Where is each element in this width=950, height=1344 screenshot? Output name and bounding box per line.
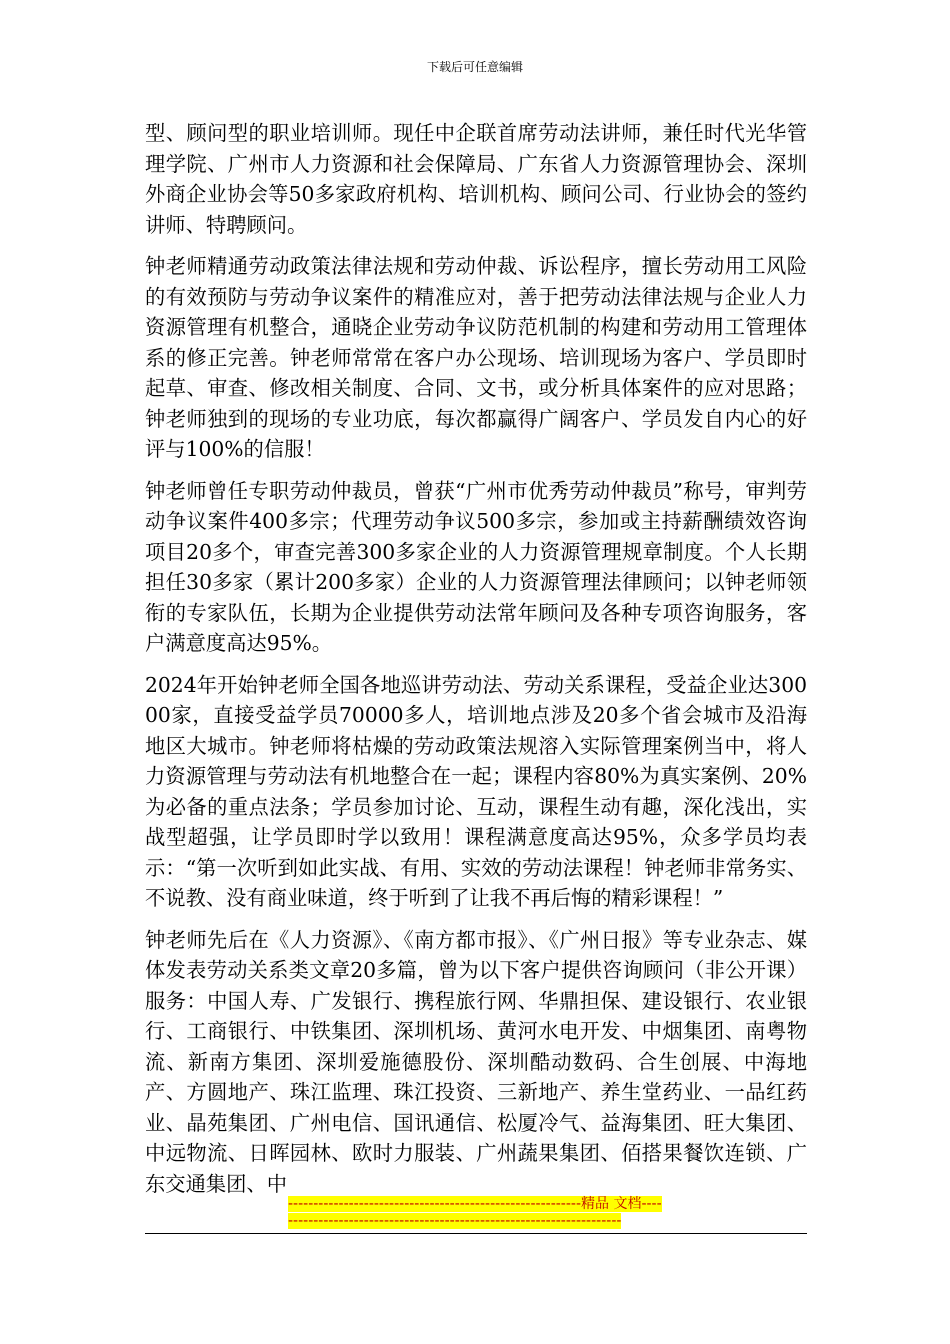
paragraph-lectures: 2024年开始钟老师全国各地巡讲劳动法、劳动关系课程，受益企业达30000家，直接受益学员70000多人，培训地点涉及20多个省会城市及沿海地区大城市。钟老师将枯燥的劳动政策法规溶入实际管理案例当中，将人力资源管理与劳动法有机地整合在一起；课程内容80%为真实案例、20%为必备的重点法条；学员参加讨论、互动，课程生动有趣，深化浅出，实战型超强，让学员即时学以致用！课程满意度高达95%，众多学员均表示：“第一次听到如此实战、有用、实效的劳动法课程！钟老师非常务实、不说教、没有商业味道，终于听到了让我不再后悔的精彩课程！” [145, 672, 807, 910]
document-body [145, 118, 807, 1210]
page-header: 下载后可任意编辑 [426, 60, 523, 74]
paragraph-expertise: 钟老师精通劳动政策法律法规和劳动仲裁、诉讼程序，擅长劳动用工风险的有效预防与劳动争议案件的精准应对，善于把劳动法律法规与企业人力资源管理有机整合，通晓企业劳动争议防范机制的构建和劳动用工管理体系的修正完善。钟老师常常在客户办公现场、培训现场为客户、学员即时起草、审查、修改相关制度、合同、文书，或分析具体案件的应对思路；钟老师独到的现场的专业功底，每次都赢得广阔客户、学员发自内心的好评与100%的信服！ [145, 254, 807, 461]
footer-watermark [288, 1196, 663, 1230]
footer-watermark-text: ----------------------------------------------------------精品 文档---------------------------------------------------------------------- [288, 1196, 662, 1229]
paragraph-experience: 钟老师曾任专职劳动仲裁员，曾获“广州市优秀劳动仲裁员”称号，审判劳动争议案件400多宗；代理劳动争议500多宗，参加或主持薪酬绩效咨询项目20多个，审查完善300多家企业的人力资源管理规章制度。个人长期担任30多家（累计200多家）企业的人力资源管理法律顾问；以钟老师领衔的专家队伍，长期为企业提供劳动法常年顾问及各种专项咨询服务，客户满意度高达95%。 [145, 478, 807, 655]
paragraph-intro-continued: 型、顾问型的职业培训师。现任中企联首席劳动法讲师，兼任时代光华管理学院、广州市人力资源和社会保障局、广东省人力资源管理协会、深圳外商企业协会等50多家政府机构、培训机构、顾问公司、行业协会的签约讲师、特聘顾问。 [145, 121, 807, 237]
footer-divider [145, 1233, 807, 1234]
paragraph-clients: 钟老师先后在《人力资源》、《南方都市报》、《广州日报》等专业杂志、媒体发表劳动关系类文章20多篇，曾为以下客户提供咨询顾问（非公开课）服务：中国人寿、广发银行、携程旅行网、华鼎担保、建设银行、农业银行、工商银行、中铁集团、深圳机场、黄河水电开发、中烟集团、南粤物流、新南方集团、深圳爱施德股份、深圳酷动数码、合生创展、中海地产、方圆地产、珠江监理、珠江投资、三新地产、养生堂药业、一品红药业、晶苑集团、广州电信、国讯通信、松厦冷气、益海集团、旺大集团、中远物流、日晖园林、欧时力服装、广州蔬果集团、佰搭果餐饮连锁、广东交通集团、中 [145, 927, 807, 1196]
